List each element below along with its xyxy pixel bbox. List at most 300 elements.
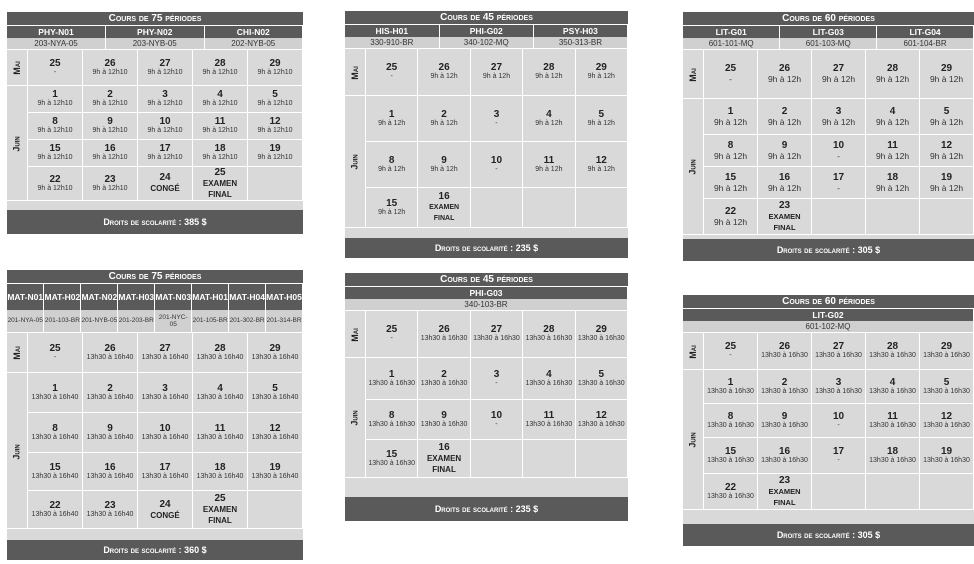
day-number: 26 <box>104 342 116 354</box>
day-number: 29 <box>595 324 607 336</box>
day-cell <box>812 403 866 437</box>
day-number: 11 <box>543 154 555 166</box>
time-slot: 13h30 à 16h30 <box>923 421 970 429</box>
section-code: 201-314-BR <box>266 310 303 332</box>
day-cell <box>866 473 920 509</box>
time-slot: 9h à 12h <box>535 73 563 81</box>
course-code: MAT-H04 <box>229 284 266 310</box>
day-cell <box>248 333 303 373</box>
day-cell <box>758 473 812 509</box>
day-cell <box>138 112 193 139</box>
day-cell <box>193 85 248 112</box>
day-number: 28 <box>543 324 555 336</box>
day-number: 29 <box>269 342 281 354</box>
day-cell <box>83 50 138 85</box>
day-number: 12 <box>269 116 281 127</box>
time-slot: - <box>837 456 840 464</box>
time-slot: - <box>390 73 393 81</box>
day-cell <box>83 453 138 491</box>
day-number: CONGÉ <box>150 184 180 193</box>
day-cell <box>812 166 866 198</box>
day-cell <box>248 373 303 413</box>
day-cell <box>866 134 920 166</box>
day-number: 15 <box>49 143 61 154</box>
day-cell <box>193 413 248 453</box>
month-label <box>7 373 28 529</box>
day-number: 16 <box>104 462 116 473</box>
day-cell <box>418 95 470 141</box>
schedule-card-1 <box>7 12 303 234</box>
day-cell <box>575 187 627 227</box>
calendar-grid <box>345 49 628 228</box>
day-cell <box>366 399 418 439</box>
day-cell <box>812 98 866 134</box>
day-number: 9 <box>441 409 447 421</box>
time-slot: 9h à 12h <box>875 74 910 85</box>
day-number: 15 <box>724 171 737 183</box>
day-cell <box>758 98 812 134</box>
section-code: 330-910-BR <box>345 37 439 49</box>
time-slot: 13h30 à 16h40 <box>86 473 134 480</box>
day-cell <box>920 98 974 134</box>
day-cell <box>138 453 193 491</box>
day-number: 25 <box>386 62 398 74</box>
day-number: 27 <box>490 324 503 336</box>
month-label <box>7 50 28 85</box>
card-title: Cours de 60 périodes <box>683 12 974 26</box>
day-number: 22 <box>49 173 61 185</box>
time-slot: 9h à 12h10 <box>257 100 293 107</box>
day-number: 22 <box>724 481 737 493</box>
day-cell <box>758 403 812 437</box>
day-number: 3 <box>835 105 842 117</box>
day-number: 10 <box>159 116 171 127</box>
day-number: 27 <box>159 57 171 69</box>
time-slot: 13h30 à 16h40 <box>31 434 79 441</box>
day-cell <box>248 85 303 112</box>
day-cell <box>866 437 920 473</box>
day-number: 28 <box>543 62 555 74</box>
day-number: 10 <box>832 410 845 422</box>
time-slot: 9h à 12h <box>821 116 856 127</box>
time-slot: 13h30 à 16h30 <box>869 352 916 360</box>
time-slot: 9h à 12h <box>767 116 802 127</box>
day-cell <box>758 198 812 234</box>
day-number: 4 <box>546 368 552 380</box>
time-slot: 13h30 à 16h30 <box>761 456 808 464</box>
day-cell <box>920 50 974 98</box>
time-slot: 13h30 à 16h30 <box>923 387 970 395</box>
time-slot: 13h30 à 16h40 <box>31 473 79 480</box>
day-number: 4 <box>546 108 552 120</box>
day-cell <box>138 413 193 453</box>
day-cell <box>366 141 418 187</box>
day-cell <box>366 439 418 477</box>
time-slot: 13h30 à 16h40 <box>141 473 189 480</box>
time-slot: 13h30 à 16h40 <box>141 353 189 361</box>
time-slot: 13h30 à 16h30 <box>923 456 970 464</box>
month-label <box>683 50 704 98</box>
day-number: 26 <box>438 324 450 336</box>
day-cell <box>193 166 248 200</box>
day-number: 16 <box>778 171 791 183</box>
month-label <box>345 95 366 227</box>
time-slot: Mai <box>350 66 360 80</box>
time-slot: 9h à 12h <box>430 119 458 127</box>
time-slot: 13h30 à 16h30 <box>368 459 416 467</box>
day-number: 11 <box>214 116 226 127</box>
day-number: 29 <box>940 341 953 353</box>
time-slot: 9h à 12h10 <box>257 154 293 161</box>
section-code: 601-104-BR <box>877 38 974 50</box>
day-cell <box>28 453 83 491</box>
day-cell <box>418 311 470 357</box>
day-number: 17 <box>832 171 845 183</box>
time-slot: 9h à 12h10 <box>92 68 128 76</box>
day-cell <box>812 333 866 369</box>
month-label <box>345 311 366 357</box>
day-cell <box>248 166 303 200</box>
time-slot: 13h30 à 16h40 <box>31 394 79 401</box>
day-number: 11 <box>543 409 555 421</box>
day-cell <box>470 311 522 357</box>
day-cell <box>248 453 303 491</box>
section-code: 340-103-BR <box>345 299 628 311</box>
schedule-card-4 <box>7 270 303 560</box>
time-slot: 13h30 à 16h30 <box>869 387 916 395</box>
day-cell <box>523 49 575 95</box>
day-cell <box>28 166 83 200</box>
day-number: EXAMEN FINAL <box>768 211 801 232</box>
day-number: 12 <box>940 139 953 151</box>
section-code: 201-NYA-05 <box>7 310 44 332</box>
day-number: 19 <box>269 462 281 473</box>
time-slot: 9h à 12h10 <box>202 68 238 76</box>
day-number: 3 <box>493 108 500 120</box>
section-code: 201-105-BR <box>192 310 229 332</box>
day-number: 15 <box>49 462 61 473</box>
calendar-grid <box>683 50 974 235</box>
day-number: 1 <box>52 383 58 394</box>
day-number: 2 <box>781 376 788 388</box>
calendar-grid <box>683 333 974 510</box>
day-cell <box>193 491 248 529</box>
day-number: 25 <box>49 57 61 69</box>
day-number: 27 <box>832 341 845 353</box>
time-slot: 9h à 12h10 <box>37 154 73 161</box>
time-slot: 13h30 à 16h30 <box>815 352 862 360</box>
day-number: 18 <box>214 143 226 154</box>
day-cell <box>418 399 470 439</box>
day-cell <box>575 399 627 439</box>
day-number: 22 <box>724 205 737 217</box>
day-cell <box>812 134 866 166</box>
day-number: 4 <box>217 383 223 394</box>
day-cell <box>83 373 138 413</box>
course-code: MAT-H05 <box>266 284 303 310</box>
day-cell <box>28 491 83 529</box>
time-slot: 9h à 12h <box>713 216 748 227</box>
day-number: 8 <box>52 116 58 127</box>
day-cell <box>193 112 248 139</box>
course-code: LIT-G02 <box>683 309 974 321</box>
time-slot: 13h30 à 16h40 <box>86 353 134 361</box>
time-slot: - <box>53 68 57 76</box>
day-number: 10 <box>159 423 171 434</box>
time-slot: 13h30 à 16h30 <box>525 420 573 428</box>
time-slot: - <box>53 353 57 361</box>
day-cell <box>248 50 303 85</box>
time-slot: 13h30 à 16h30 <box>525 335 573 343</box>
month-label <box>7 85 28 200</box>
time-slot: 13h30 à 16h30 <box>761 352 808 360</box>
course-code: PHI-G02 <box>439 25 533 37</box>
day-number: 22 <box>49 500 61 511</box>
time-slot: 9h à 12h <box>535 165 563 173</box>
time-slot: 13h30 à 16h30 <box>420 335 468 343</box>
day-cell <box>812 369 866 403</box>
day-cell <box>138 166 193 200</box>
course-code: MAT-H02 <box>44 284 81 310</box>
day-cell <box>866 50 920 98</box>
time-slot: Mai <box>688 68 698 82</box>
time-slot: 13h30 à 16h40 <box>141 434 189 441</box>
time-slot: 9h à 12h10 <box>257 127 293 134</box>
schedule-card-2 <box>345 11 628 258</box>
time-slot: 9h à 12h <box>875 182 910 193</box>
calendar-grid <box>345 311 628 478</box>
day-cell <box>28 50 83 85</box>
course-code: LIT-G04 <box>877 26 974 38</box>
time-slot: 13h30 à 16h30 <box>368 420 416 428</box>
month-label <box>683 333 704 369</box>
day-number: 26 <box>778 63 791 75</box>
time-slot: 9h à 12h <box>587 119 615 127</box>
day-cell <box>138 50 193 85</box>
day-number: 27 <box>490 62 503 74</box>
day-number: 18 <box>214 462 226 473</box>
day-cell <box>812 50 866 98</box>
day-cell <box>575 357 627 399</box>
day-number: 1 <box>388 108 395 120</box>
day-cell <box>193 333 248 373</box>
time-slot: 13h30 à 16h40 <box>86 434 134 441</box>
day-number: 26 <box>104 57 116 69</box>
day-cell <box>812 198 866 234</box>
day-cell <box>366 187 418 227</box>
day-number: 24 <box>159 498 171 510</box>
time-slot: - <box>495 165 498 173</box>
time-slot: 13h30 à 16h30 <box>368 379 416 387</box>
day-number: 4 <box>889 376 896 388</box>
day-number: CONGÉ <box>150 510 180 520</box>
day-number: 16 <box>438 190 450 202</box>
section-code: 340-102-MQ <box>439 37 533 49</box>
time-slot: 13h30 à 16h30 <box>869 456 916 464</box>
day-number: 19 <box>940 445 953 457</box>
day-number: 2 <box>781 105 788 117</box>
day-cell <box>470 187 522 227</box>
day-cell <box>418 187 470 227</box>
card-title: Cours de 60 périodes <box>683 295 974 309</box>
day-number: 16 <box>438 441 450 453</box>
day-cell <box>418 141 470 187</box>
day-number: 3 <box>162 89 168 100</box>
day-number: 27 <box>159 342 171 354</box>
time-slot: 9h à 12h10 <box>92 154 128 161</box>
day-number: 1 <box>727 376 734 388</box>
day-number: 8 <box>388 409 395 421</box>
month-label <box>345 49 366 95</box>
day-number: 26 <box>778 341 791 353</box>
day-number: 15 <box>386 448 398 460</box>
time-slot: 9h à 12h <box>821 74 856 85</box>
day-cell <box>523 439 575 477</box>
section-code: 601-103-MQ <box>780 38 877 50</box>
time-slot: 13h30 à 16h30 <box>707 421 754 429</box>
day-number: EXAMEN FINAL <box>429 203 460 222</box>
time-slot: 9h à 12h10 <box>257 68 293 76</box>
day-cell <box>248 112 303 139</box>
time-slot: 9h à 12h <box>430 165 458 173</box>
day-cell <box>758 166 812 198</box>
course-code: HIS-H01 <box>345 25 439 37</box>
day-number: 23 <box>104 173 116 185</box>
day-number: 11 <box>887 410 898 422</box>
tuition-fee: Droits de scolarité : 235 $ <box>345 238 628 258</box>
day-number: 18 <box>886 445 899 457</box>
time-slot: Juin <box>12 443 22 460</box>
time-slot: 9h à 12h <box>482 73 511 81</box>
day-cell <box>758 437 812 473</box>
day-number: 25 <box>386 324 398 336</box>
day-number: 29 <box>595 62 607 74</box>
time-slot: 9h à 12h <box>713 116 748 127</box>
card-title: Cours de 45 périodes <box>345 11 628 25</box>
day-number: 25 <box>724 63 737 75</box>
day-number: 19 <box>940 171 953 183</box>
day-number: 28 <box>214 57 226 69</box>
day-number: 29 <box>940 63 953 75</box>
time-slot: 9h à 12h <box>767 182 802 193</box>
time-slot: 9h à 12h <box>767 150 802 161</box>
day-cell <box>366 357 418 399</box>
time-slot: 9h à 12h <box>929 182 964 193</box>
day-cell <box>248 491 303 529</box>
time-slot: 9h à 12h <box>535 119 563 127</box>
day-number: 15 <box>386 197 398 209</box>
day-number: 8 <box>727 410 734 422</box>
day-number: 10 <box>490 409 503 421</box>
time-slot: Mai <box>12 346 22 360</box>
day-cell <box>138 333 193 373</box>
time-slot: 9h à 12h <box>929 116 964 127</box>
day-number: 25 <box>214 493 226 504</box>
day-number: 9 <box>781 139 788 151</box>
day-cell <box>704 50 758 98</box>
day-number: 1 <box>727 105 734 117</box>
time-slot: 9h à 12h10 <box>92 127 128 134</box>
course-code: MAT-H03 <box>118 284 155 310</box>
day-cell <box>28 373 83 413</box>
time-slot: 13h30 à 16h40 <box>196 353 244 361</box>
day-number: 4 <box>889 105 896 117</box>
day-number: 10 <box>490 154 503 166</box>
time-slot: Juin <box>688 159 698 175</box>
time-slot: 13h30 à 16h30 <box>869 421 916 429</box>
time-slot: Juin <box>12 135 22 152</box>
time-slot: - <box>495 119 498 127</box>
time-slot: Mai <box>12 61 22 75</box>
time-slot: 13h30 à 16h40 <box>31 511 79 518</box>
day-cell <box>470 141 522 187</box>
course-code: PHY-N01 <box>7 26 106 38</box>
day-cell <box>138 373 193 413</box>
calendar-grid <box>7 50 303 201</box>
day-cell <box>523 311 575 357</box>
time-slot: 9h à 12h <box>875 150 910 161</box>
day-cell <box>470 49 522 95</box>
day-cell <box>523 95 575 141</box>
day-number: 26 <box>438 62 450 74</box>
time-slot: 9h à 12h10 <box>147 100 183 107</box>
section-code: 203-NYB-05 <box>106 38 205 50</box>
time-slot: 9h à 12h <box>767 74 802 85</box>
time-slot: 13h30 à 16h40 <box>196 473 244 480</box>
day-cell <box>866 198 920 234</box>
time-slot: - <box>495 420 498 428</box>
day-number: 25 <box>214 166 226 178</box>
time-slot: - <box>837 421 840 429</box>
time-slot: 9h à 12h10 <box>37 100 73 107</box>
time-slot: 13h30 à 16h30 <box>473 335 520 343</box>
day-number: 3 <box>493 368 500 380</box>
card-title: Cours de 75 périodes <box>7 12 303 26</box>
day-number: 2 <box>441 368 447 380</box>
day-number: 18 <box>886 171 899 183</box>
day-cell <box>83 413 138 453</box>
time-slot: 13h30 à 16h30 <box>707 492 754 500</box>
day-cell <box>138 491 193 529</box>
day-cell <box>704 98 758 134</box>
time-slot: 13h30 à 16h30 <box>577 335 625 343</box>
day-cell <box>704 333 758 369</box>
day-cell <box>920 403 974 437</box>
time-slot: 13h30 à 16h30 <box>577 420 625 428</box>
day-number: 12 <box>595 409 607 421</box>
time-slot: 9h à 12h10 <box>37 184 73 192</box>
day-number: 12 <box>940 410 953 422</box>
time-slot: - <box>837 182 840 193</box>
time-slot: 13h30 à 16h30 <box>577 379 625 387</box>
day-number: 5 <box>272 89 278 100</box>
course-code: CHI-N02 <box>204 26 303 38</box>
day-cell <box>704 198 758 234</box>
day-cell <box>28 112 83 139</box>
course-code: LIT-G01 <box>683 26 780 38</box>
time-slot: 9h à 12h10 <box>202 154 238 161</box>
section-code: 203-NYA-05 <box>7 38 106 50</box>
section-code: 202-NYB-05 <box>204 38 303 50</box>
day-cell <box>704 134 758 166</box>
time-slot: 9h à 12h <box>713 182 748 193</box>
day-number: 1 <box>52 89 58 100</box>
day-number: 16 <box>778 445 791 457</box>
day-cell <box>470 399 522 439</box>
day-number: 2 <box>107 383 113 394</box>
day-cell <box>704 369 758 403</box>
time-slot: 9h à 12h10 <box>147 68 183 76</box>
